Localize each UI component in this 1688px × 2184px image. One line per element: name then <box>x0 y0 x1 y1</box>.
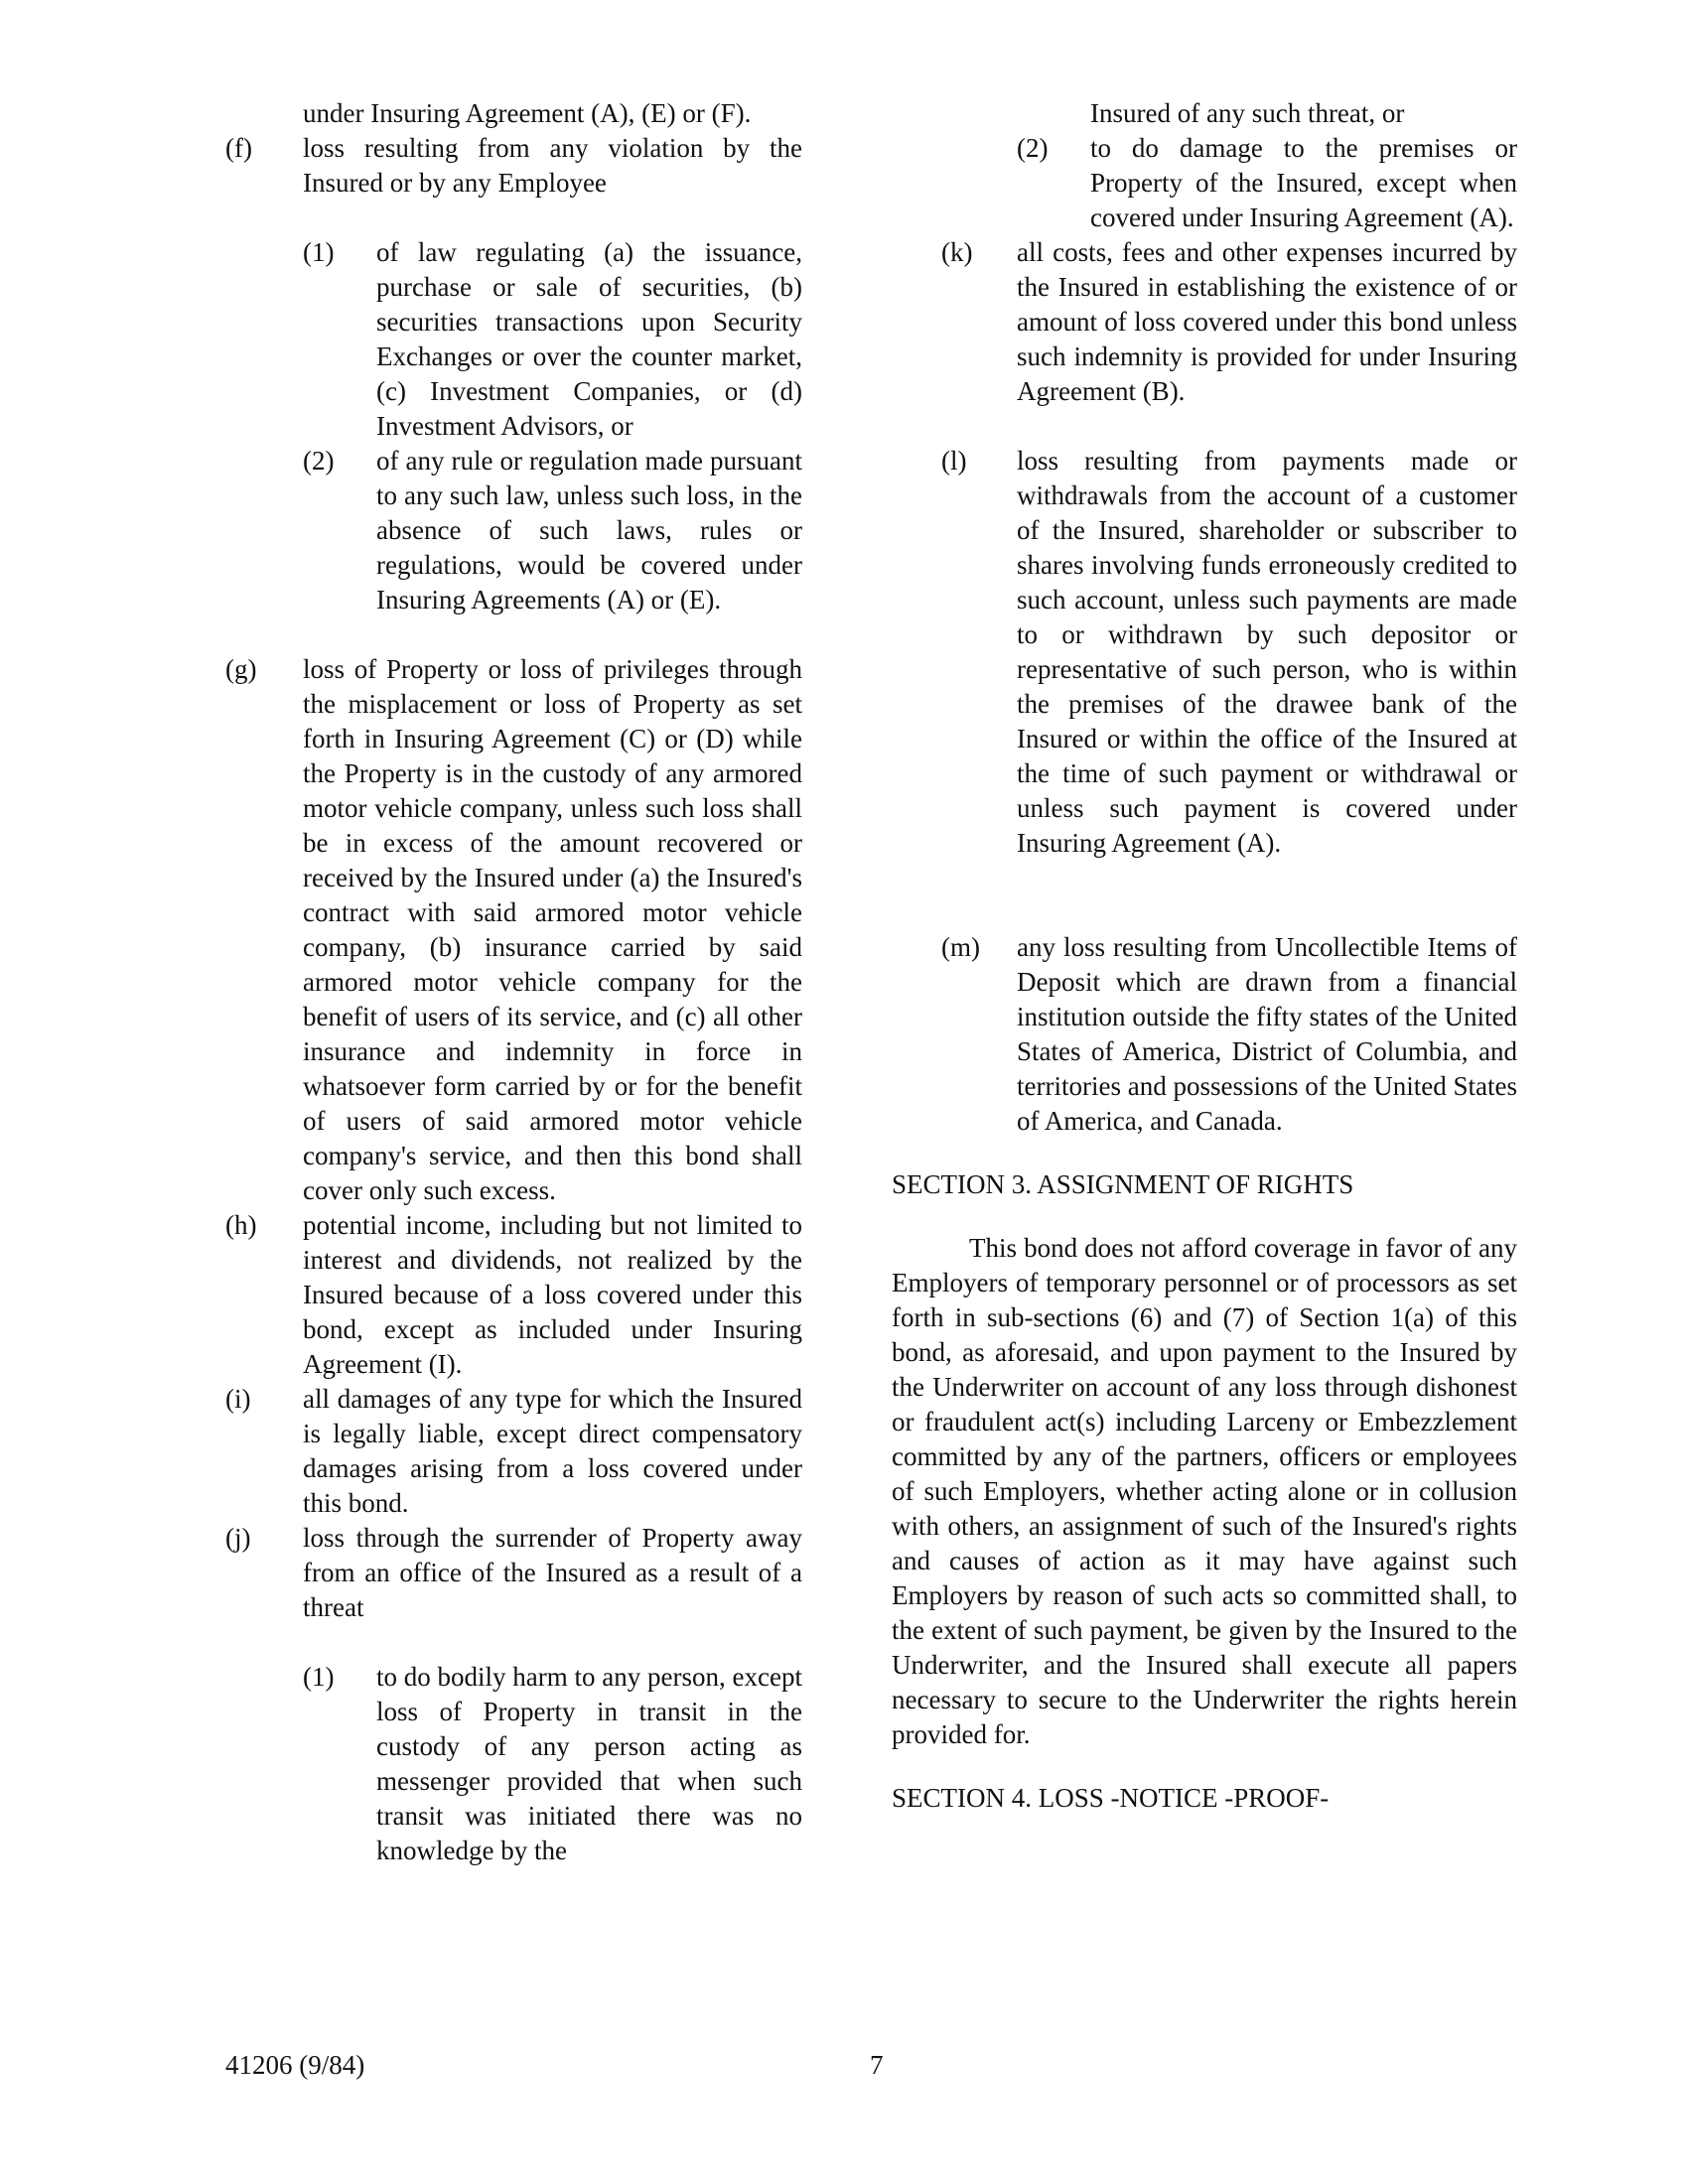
exclusion-text: potential income, including but not limited to interest and dividends, not realized by the Insured because of a loss covered under this bond, except as included under Insuring Agreement (I). <box>303 1210 802 1379</box>
exclusion-f-sub-2 <box>225 444 802 617</box>
sub-label: (2) <box>1017 133 1049 163</box>
exclusion-m <box>892 930 1517 1139</box>
exclusion-label: (g) <box>225 654 257 684</box>
exclusion-k <box>892 235 1517 409</box>
item-e-continuation: under Insuring Agreement (A), (E) or (F). <box>303 98 752 128</box>
exclusion-text: loss resulting from payments made or withdrawals from the account of a customer of the Insured, shareholder or subscriber to shares involving funds erroneously credited to such account, unless such payments are made to or withdrawn by such depositor or representative of such person, who is within the premises of the drawee bank of the Insured or within the office of the Insured at the time of such payment or withdrawal or unless such payment is covered under Insuring Agreement (A). <box>1017 446 1517 858</box>
section-4-heading: SECTION 4. LOSS -NOTICE -PROOF- <box>892 1783 1330 1813</box>
sub-text: of any rule or regulation made pursuant to any such law, unless such loss, in the absence of such laws, rules or regulations, would be covered under Insuring Agreements (A) or (E). <box>376 446 802 614</box>
exclusion-l <box>892 444 1517 861</box>
form-number: 41206 (9/84) <box>225 2050 365 2080</box>
page-number: 7 <box>870 2050 884 2080</box>
exclusion-j <box>225 1521 802 1625</box>
exclusion-label: (j) <box>225 1523 251 1553</box>
right-column <box>892 96 1517 1816</box>
exclusion-label: (k) <box>941 237 973 267</box>
left-column <box>225 96 802 1868</box>
exclusion-text: loss through the surrender of Property away from an office of the Insured as a result of a threat <box>303 1523 802 1622</box>
exclusion-j-sub-2 <box>892 131 1517 235</box>
exclusion-text: loss of Property or loss of privileges through the misplacement or loss of Property as set forth in Insuring Agreement (C) or (D) while the Property is in the custody of any armored motor vehicle company, unless such loss shall be in excess of the amount recovered or received by the Insured under (a) the Insured's contract with said armored motor vehicle company, (b) insurance carried by said armored motor vehicle company for the benefit of users of its service, and (c) all other insurance and indemnity in force in whatsoever form carried by or for the benefit of users of said armored motor vehicle company's service, and then this bond shall cover only such excess. <box>303 654 802 1205</box>
section-3-text: This bond does not afford coverage in favor of any Employers of temporary personnel or of processors as set forth in sub-sections (6) and (7) of Section 1(a) of this bond, as aforesaid, and upon payment to the Insured by the Underwriter on account of any loss through dishonest or fraudulent act(s) including Larceny or Embezzlement committed by any of the partners, officers or employees of such Employers, whether acting alone or in collusion with others, an assignment of such of the Insured's rights and causes of action as it may have against such Employers by reason of such acts so committed shall, to the extent of such payment, be given by the Insured to the Underwriter, and the Insured shall execute all papers necessary to secure to the Underwriter the rights herein provided for. <box>892 1233 1517 1749</box>
sub-label: (1) <box>303 1662 335 1692</box>
sub-text: to do bodily harm to any person, except loss of Property in transit in the custody of any person acting as messenger provided that when such transit was initiated there was no knowledge by the <box>376 1662 802 1865</box>
item-j-continuation: Insured of any such threat, or <box>1090 98 1405 128</box>
exclusion-f-sub-1 <box>225 235 802 444</box>
exclusion-text: all costs, fees and other expenses incurred by the Insured in establishing the existence of or amount of loss covered under this bond unless such indemnity is provided for under Insuring Agreement (B). <box>1017 237 1517 406</box>
exclusion-label: (h) <box>225 1210 257 1240</box>
exclusion-label: (m) <box>941 932 980 962</box>
exclusion-label: (f) <box>225 133 252 163</box>
sub-text: to do damage to the premises or Property of the Insured, except when covered under Insuring Agreement (A). <box>1090 133 1517 232</box>
exclusion-label: (l) <box>941 446 967 476</box>
sub-label: (2) <box>303 446 335 476</box>
exclusion-text: all damages of any type for which the Insured is legally liable, except direct compensatory damages arising from a loss covered under this bond. <box>303 1384 802 1518</box>
exclusion-text: loss resulting from any violation by the Insured or by any Employee <box>303 133 802 198</box>
exclusion-i <box>225 1382 802 1521</box>
sub-label: (1) <box>303 237 335 267</box>
exclusion-g <box>225 652 802 1208</box>
exclusion-label: (i) <box>225 1384 251 1414</box>
section-3-heading: SECTION 3. ASSIGNMENT OF RIGHTS <box>892 1169 1354 1199</box>
exclusion-f <box>225 131 802 201</box>
sub-text: of law regulating (a) the issuance, purchase or sale of securities, (b) securities transactions upon Security Exchanges or over the counter market, (c) Investment Companies, or (d) Investment Advisors, or <box>376 237 802 441</box>
exclusion-j-sub-1 <box>225 1660 802 1868</box>
exclusion-h <box>225 1208 802 1382</box>
exclusion-text: any loss resulting from Uncollectible Items of Deposit which are drawn from a financial institution outside the fifty states of the United States of America, District of Columbia, and territories and possessions of the United States of America, and Canada. <box>1017 932 1517 1136</box>
